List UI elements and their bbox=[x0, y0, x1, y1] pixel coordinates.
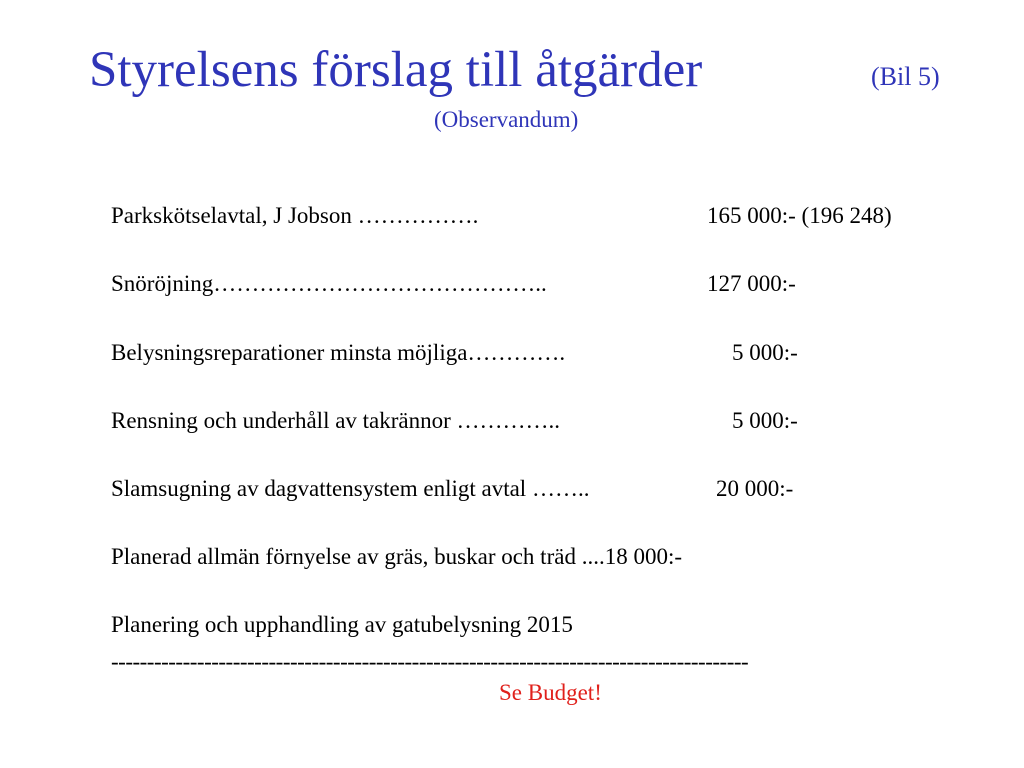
item-text: Planerad allmän förnyelse av gräs, buskar och träd ....18 000:- bbox=[111, 544, 682, 569]
item-text: Planering och upphandling av gatubelysning 2015 bbox=[111, 612, 573, 637]
list-item bbox=[111, 339, 798, 367]
slide-subtitle: (Observandum) bbox=[434, 107, 579, 132]
list-item bbox=[111, 543, 682, 571]
divider-line: ----------------------------------------------------------------------------------------- bbox=[111, 649, 749, 674]
item-text: Slamsugning av dagvattensystem enligt avtal …….. bbox=[111, 476, 590, 501]
budget-note: Se Budget! bbox=[499, 680, 602, 705]
item-text: Rensning och underhåll av takrännor ………….. bbox=[111, 408, 561, 433]
item-amount: 20 000:- bbox=[716, 476, 794, 501]
list-item bbox=[111, 611, 573, 639]
item-amount: 5 000:- bbox=[732, 408, 798, 433]
item-amount: 5 000:- bbox=[732, 340, 798, 365]
item-amount: 165 000:- (196 248) bbox=[707, 203, 892, 228]
list-item bbox=[111, 270, 796, 298]
list-item bbox=[111, 407, 798, 435]
item-text: Belysningsreparationer minsta möjliga…………. bbox=[111, 340, 566, 365]
item-text: Snöröjning…………………………………….. bbox=[111, 271, 547, 296]
item-text: Parkskötselavtal, J Jobson ……………. bbox=[111, 203, 479, 228]
list-item bbox=[111, 475, 794, 503]
attachment-label: (Bil 5) bbox=[871, 62, 940, 91]
item-amount: 127 000:- bbox=[707, 271, 796, 296]
list-item bbox=[111, 202, 892, 230]
slide-title: Styrelsens förslag till åtgärder bbox=[89, 42, 703, 98]
